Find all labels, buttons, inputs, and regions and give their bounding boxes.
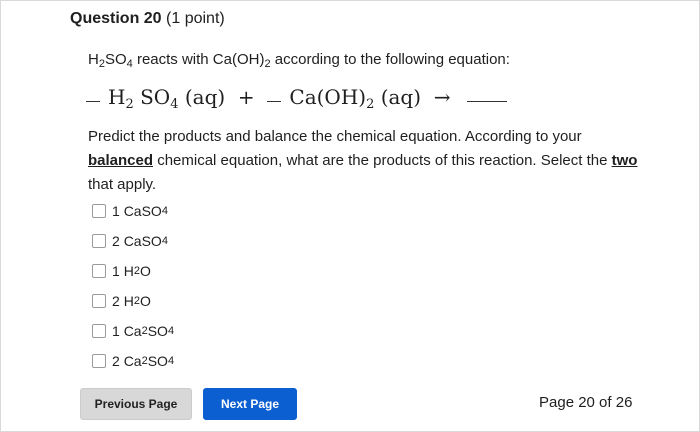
checkbox[interactable] bbox=[92, 234, 106, 248]
option-coefficient: 1 bbox=[112, 323, 120, 339]
reactant-1: SO bbox=[133, 85, 171, 109]
answer-option[interactable] bbox=[92, 316, 272, 346]
option-formula: SO bbox=[147, 353, 168, 369]
option-subscript: 2 bbox=[141, 325, 148, 337]
previous-page-button[interactable]: Previous Page bbox=[80, 388, 192, 420]
prompt-text: that apply. bbox=[88, 176, 157, 193]
prompt-emphasis: two bbox=[611, 152, 638, 169]
option-coefficient: 2 bbox=[112, 353, 120, 369]
product-blank bbox=[467, 101, 507, 102]
prompt-text: chemical equation, what are the products of this reaction. Select the bbox=[153, 152, 612, 169]
option-subscript: 4 bbox=[161, 205, 168, 217]
question-intro bbox=[88, 48, 510, 76]
option-formula: Ca bbox=[123, 323, 142, 339]
reactant-1: H bbox=[108, 85, 126, 109]
reactant-2-subscript: 2 bbox=[366, 97, 375, 112]
answer-options bbox=[92, 196, 272, 376]
reactant-2-state: (aq) bbox=[374, 85, 422, 109]
option-subscript: 4 bbox=[167, 355, 175, 367]
question-prompt bbox=[88, 125, 648, 197]
chemical-equation bbox=[86, 85, 606, 115]
option-formula: CaSO bbox=[123, 233, 162, 249]
checkbox[interactable] bbox=[92, 324, 106, 338]
option-formula: CaSO bbox=[123, 203, 162, 219]
checkbox[interactable] bbox=[92, 354, 106, 368]
reactant-1-subscript: 2 bbox=[125, 97, 134, 112]
reaction-arrow-icon: → bbox=[433, 85, 451, 109]
option-subscript: 4 bbox=[167, 325, 175, 337]
intro-text: according to the following equation: bbox=[270, 51, 510, 68]
intro-subscript: 2 bbox=[264, 58, 271, 70]
question-number: Question 20 bbox=[70, 10, 162, 27]
option-coefficient: 2 bbox=[112, 233, 120, 249]
option-formula: H bbox=[123, 263, 134, 279]
coefficient-blank bbox=[86, 101, 100, 102]
page-indicator: Page 20 of 26 bbox=[539, 394, 633, 411]
intro-text: H bbox=[88, 51, 99, 68]
option-coefficient: 1 bbox=[112, 263, 120, 279]
plus-sign: + bbox=[237, 85, 255, 109]
question-title bbox=[70, 8, 225, 30]
option-formula: O bbox=[139, 293, 151, 309]
prompt-text: Predict the products and balance the chemical equation. According to your bbox=[88, 128, 582, 145]
intro-text: SO bbox=[104, 51, 127, 68]
option-coefficient: 1 bbox=[112, 203, 120, 219]
reactant-2: Ca(OH) bbox=[289, 85, 367, 109]
answer-option[interactable] bbox=[92, 286, 272, 316]
answer-option[interactable] bbox=[92, 226, 272, 256]
reactant-1-state: (aq) bbox=[178, 85, 226, 109]
reactant-1-subscript: 4 bbox=[170, 97, 179, 112]
option-formula: Ca bbox=[123, 353, 142, 369]
intro-subscript: 2 bbox=[98, 58, 105, 70]
checkbox[interactable] bbox=[92, 204, 106, 218]
intro-text: reacts with Ca(OH) bbox=[132, 51, 265, 68]
next-page-button[interactable]: Next Page bbox=[203, 388, 297, 420]
question-points: (1 point) bbox=[166, 10, 225, 27]
option-formula: SO bbox=[147, 323, 168, 339]
option-subscript: 2 bbox=[141, 355, 148, 367]
option-coefficient: 2 bbox=[112, 293, 120, 309]
option-subscript: 2 bbox=[133, 265, 140, 277]
option-formula: H bbox=[123, 293, 134, 309]
checkbox[interactable] bbox=[92, 294, 106, 308]
checkbox[interactable] bbox=[92, 264, 106, 278]
answer-option[interactable] bbox=[92, 256, 272, 286]
option-subscript: 4 bbox=[161, 235, 168, 247]
coefficient-blank bbox=[267, 101, 281, 102]
option-subscript: 2 bbox=[133, 295, 140, 307]
answer-option[interactable] bbox=[92, 346, 272, 376]
prompt-emphasis: balanced bbox=[88, 152, 154, 169]
option-formula: O bbox=[139, 263, 151, 279]
answer-option[interactable] bbox=[92, 196, 272, 226]
intro-subscript: 4 bbox=[126, 58, 133, 70]
